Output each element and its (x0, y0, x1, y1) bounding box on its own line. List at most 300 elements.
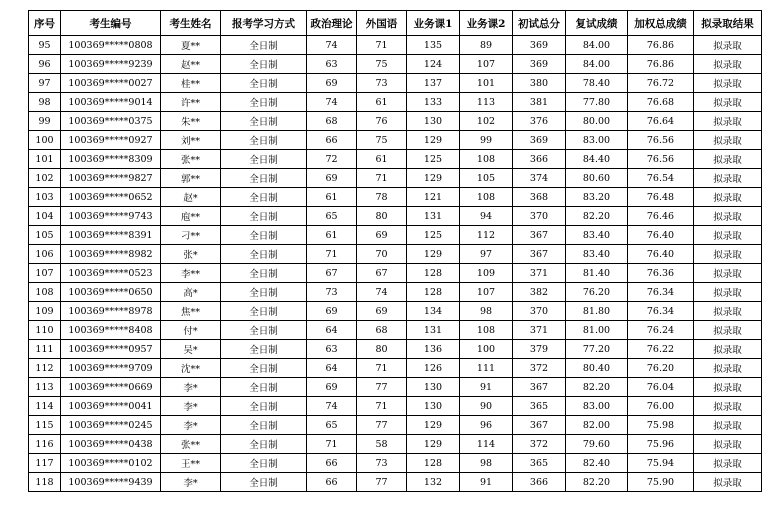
table-body (29, 36, 762, 492)
table-row (29, 359, 762, 378)
politics-score-cell: 66 (307, 131, 357, 150)
study-mode-cell: 全日制 (221, 93, 307, 112)
foreign-language-score-cell: 77 (357, 473, 407, 492)
foreign-language-score-cell: 71 (357, 359, 407, 378)
study-mode-cell: 全日制 (221, 264, 307, 283)
header-cell-candidate-id: 考生编号 (61, 11, 161, 36)
study-mode-cell: 全日制 (221, 302, 307, 321)
table-row (29, 454, 762, 473)
politics-score-cell: 71 (307, 245, 357, 264)
candidate-id-cell: 100369*****8982 (61, 245, 161, 264)
candidate-name-cell: 赵* (161, 188, 221, 207)
subject-2-score-cell: 94 (460, 207, 513, 226)
subject-1-score-cell: 128 (407, 283, 460, 302)
candidate-id-cell: 100369*****8391 (61, 226, 161, 245)
subject-1-score-cell: 129 (407, 169, 460, 188)
serial-cell: 110 (29, 321, 61, 340)
retest-score-cell: 84.40 (566, 150, 628, 169)
candidate-name-cell: 张** (161, 150, 221, 169)
subject-1-score-cell: 131 (407, 321, 460, 340)
admission-result-cell: 拟录取 (694, 264, 762, 283)
foreign-language-score-cell: 70 (357, 245, 407, 264)
serial-cell: 108 (29, 283, 61, 302)
admission-result-cell: 拟录取 (694, 169, 762, 188)
foreign-language-score-cell: 74 (357, 283, 407, 302)
initial-total-cell: 380 (513, 74, 566, 93)
weighted-total-cell: 76.56 (628, 150, 694, 169)
retest-score-cell: 83.40 (566, 226, 628, 245)
retest-score-cell: 77.80 (566, 93, 628, 112)
initial-total-cell: 365 (513, 397, 566, 416)
admission-result-cell: 拟录取 (694, 226, 762, 245)
candidate-id-cell: 100369*****8978 (61, 302, 161, 321)
retest-score-cell: 83.20 (566, 188, 628, 207)
politics-score-cell: 66 (307, 473, 357, 492)
serial-cell: 113 (29, 378, 61, 397)
retest-score-cell: 76.20 (566, 283, 628, 302)
candidate-id-cell: 100369*****0375 (61, 112, 161, 131)
subject-1-score-cell: 128 (407, 454, 460, 473)
politics-score-cell: 63 (307, 55, 357, 74)
foreign-language-score-cell: 77 (357, 378, 407, 397)
foreign-language-score-cell: 78 (357, 188, 407, 207)
foreign-language-score-cell: 76 (357, 112, 407, 131)
politics-score-cell: 61 (307, 188, 357, 207)
initial-total-cell: 372 (513, 359, 566, 378)
subject-1-score-cell: 124 (407, 55, 460, 74)
initial-total-cell: 379 (513, 340, 566, 359)
weighted-total-cell: 76.24 (628, 321, 694, 340)
study-mode-cell: 全日制 (221, 55, 307, 74)
study-mode-cell: 全日制 (221, 207, 307, 226)
candidate-id-cell: 100369*****9743 (61, 207, 161, 226)
subject-2-score-cell: 98 (460, 454, 513, 473)
subject-2-score-cell: 97 (460, 245, 513, 264)
admission-result-cell: 拟录取 (694, 74, 762, 93)
retest-score-cell: 81.80 (566, 302, 628, 321)
header-cell-serial: 序号 (29, 11, 61, 36)
subject-2-score-cell: 100 (460, 340, 513, 359)
table-row (29, 112, 762, 131)
admission-result-cell: 拟录取 (694, 283, 762, 302)
candidate-id-cell: 100369*****0438 (61, 435, 161, 454)
retest-score-cell: 82.20 (566, 473, 628, 492)
header-row (29, 11, 762, 36)
foreign-language-score-cell: 75 (357, 131, 407, 150)
candidate-name-cell: 李* (161, 473, 221, 492)
politics-score-cell: 65 (307, 416, 357, 435)
subject-2-score-cell: 101 (460, 74, 513, 93)
foreign-language-score-cell: 80 (357, 207, 407, 226)
candidate-id-cell: 100369*****0927 (61, 131, 161, 150)
subject-1-score-cell: 129 (407, 435, 460, 454)
admission-result-cell: 拟录取 (694, 302, 762, 321)
candidate-name-cell: 刁** (161, 226, 221, 245)
foreign-language-score-cell: 80 (357, 340, 407, 359)
initial-total-cell: 371 (513, 321, 566, 340)
initial-total-cell: 374 (513, 169, 566, 188)
table-row (29, 207, 762, 226)
admission-result-cell: 拟录取 (694, 359, 762, 378)
subject-2-score-cell: 107 (460, 55, 513, 74)
serial-cell: 107 (29, 264, 61, 283)
table-row (29, 473, 762, 492)
admission-results-table (28, 10, 762, 492)
weighted-total-cell: 75.94 (628, 454, 694, 473)
foreign-language-score-cell: 61 (357, 150, 407, 169)
table-row (29, 169, 762, 188)
candidate-name-cell: 李** (161, 264, 221, 283)
weighted-total-cell: 76.34 (628, 283, 694, 302)
initial-total-cell: 367 (513, 226, 566, 245)
candidate-name-cell: 许** (161, 93, 221, 112)
admission-result-cell: 拟录取 (694, 378, 762, 397)
weighted-total-cell: 76.40 (628, 226, 694, 245)
header-cell-subject-2: 业务课2 (460, 11, 513, 36)
candidate-name-cell: 沈** (161, 359, 221, 378)
initial-total-cell: 371 (513, 264, 566, 283)
candidate-id-cell: 100369*****0027 (61, 74, 161, 93)
initial-total-cell: 367 (513, 245, 566, 264)
table-row (29, 74, 762, 93)
table-row (29, 416, 762, 435)
initial-total-cell: 365 (513, 454, 566, 473)
admission-result-cell: 拟录取 (694, 112, 762, 131)
admission-result-cell: 拟录取 (694, 416, 762, 435)
table-row (29, 435, 762, 454)
politics-score-cell: 71 (307, 435, 357, 454)
weighted-total-cell: 76.68 (628, 93, 694, 112)
subject-1-score-cell: 125 (407, 150, 460, 169)
study-mode-cell: 全日制 (221, 321, 307, 340)
subject-2-score-cell: 109 (460, 264, 513, 283)
weighted-total-cell: 76.56 (628, 131, 694, 150)
admission-result-cell: 拟录取 (694, 55, 762, 74)
study-mode-cell: 全日制 (221, 397, 307, 416)
weighted-total-cell: 76.36 (628, 264, 694, 283)
study-mode-cell: 全日制 (221, 245, 307, 264)
retest-score-cell: 83.00 (566, 397, 628, 416)
subject-1-score-cell: 131 (407, 207, 460, 226)
weighted-total-cell: 76.72 (628, 74, 694, 93)
admission-table-container (28, 10, 761, 492)
retest-score-cell: 77.20 (566, 340, 628, 359)
weighted-total-cell: 75.90 (628, 473, 694, 492)
subject-2-score-cell: 102 (460, 112, 513, 131)
subject-1-score-cell: 128 (407, 264, 460, 283)
retest-score-cell: 82.40 (566, 454, 628, 473)
table-row (29, 226, 762, 245)
study-mode-cell: 全日制 (221, 340, 307, 359)
subject-1-score-cell: 134 (407, 302, 460, 321)
foreign-language-score-cell: 61 (357, 93, 407, 112)
candidate-id-cell: 100369*****0245 (61, 416, 161, 435)
study-mode-cell: 全日制 (221, 283, 307, 302)
candidate-id-cell: 100369*****0102 (61, 454, 161, 473)
table-row (29, 302, 762, 321)
candidate-id-cell: 100369*****9239 (61, 55, 161, 74)
candidate-name-cell: 庖** (161, 207, 221, 226)
subject-1-score-cell: 130 (407, 378, 460, 397)
serial-cell: 96 (29, 55, 61, 74)
subject-2-score-cell: 91 (460, 473, 513, 492)
subject-2-score-cell: 96 (460, 416, 513, 435)
candidate-name-cell: 李* (161, 397, 221, 416)
candidate-name-cell: 付* (161, 321, 221, 340)
serial-cell: 114 (29, 397, 61, 416)
header-cell-candidate-name: 考生姓名 (161, 11, 221, 36)
serial-cell: 100 (29, 131, 61, 150)
serial-cell: 111 (29, 340, 61, 359)
initial-total-cell: 369 (513, 55, 566, 74)
candidate-id-cell: 100369*****0808 (61, 36, 161, 55)
subject-2-score-cell: 91 (460, 378, 513, 397)
serial-cell: 99 (29, 112, 61, 131)
candidate-name-cell: 朱** (161, 112, 221, 131)
admission-result-cell: 拟录取 (694, 340, 762, 359)
candidate-name-cell: 王** (161, 454, 221, 473)
politics-score-cell: 68 (307, 112, 357, 131)
weighted-total-cell: 75.98 (628, 416, 694, 435)
candidate-name-cell: 张* (161, 245, 221, 264)
study-mode-cell: 全日制 (221, 226, 307, 245)
header-cell-subject-1: 业务课1 (407, 11, 460, 36)
admission-result-cell: 拟录取 (694, 150, 762, 169)
candidate-id-cell: 100369*****0650 (61, 283, 161, 302)
candidate-id-cell: 100369*****9827 (61, 169, 161, 188)
weighted-total-cell: 76.22 (628, 340, 694, 359)
politics-score-cell: 65 (307, 207, 357, 226)
retest-score-cell: 82.20 (566, 207, 628, 226)
subject-2-score-cell: 108 (460, 321, 513, 340)
serial-cell: 104 (29, 207, 61, 226)
admission-result-cell: 拟录取 (694, 36, 762, 55)
retest-score-cell: 83.00 (566, 131, 628, 150)
candidate-id-cell: 100369*****0523 (61, 264, 161, 283)
subject-1-score-cell: 126 (407, 359, 460, 378)
subject-2-score-cell: 105 (460, 169, 513, 188)
politics-score-cell: 61 (307, 226, 357, 245)
candidate-name-cell: 张** (161, 435, 221, 454)
retest-score-cell: 78.40 (566, 74, 628, 93)
politics-score-cell: 64 (307, 359, 357, 378)
study-mode-cell: 全日制 (221, 36, 307, 55)
retest-score-cell: 84.00 (566, 36, 628, 55)
foreign-language-score-cell: 68 (357, 321, 407, 340)
candidate-name-cell: 吴* (161, 340, 221, 359)
candidate-name-cell: 刘** (161, 131, 221, 150)
retest-score-cell: 84.00 (566, 55, 628, 74)
foreign-language-score-cell: 71 (357, 169, 407, 188)
candidate-id-cell: 100369*****8309 (61, 150, 161, 169)
weighted-total-cell: 76.34 (628, 302, 694, 321)
retest-score-cell: 82.20 (566, 378, 628, 397)
header-cell-admission-result: 拟录取结果 (694, 11, 762, 36)
retest-score-cell: 80.60 (566, 169, 628, 188)
foreign-language-score-cell: 67 (357, 264, 407, 283)
subject-1-score-cell: 133 (407, 93, 460, 112)
weighted-total-cell: 76.40 (628, 245, 694, 264)
candidate-name-cell: 桂** (161, 74, 221, 93)
serial-cell: 116 (29, 435, 61, 454)
serial-cell: 115 (29, 416, 61, 435)
subject-1-score-cell: 130 (407, 112, 460, 131)
retest-score-cell: 83.40 (566, 245, 628, 264)
initial-total-cell: 382 (513, 283, 566, 302)
study-mode-cell: 全日制 (221, 131, 307, 150)
subject-2-score-cell: 99 (460, 131, 513, 150)
initial-total-cell: 372 (513, 435, 566, 454)
retest-score-cell: 79.60 (566, 435, 628, 454)
retest-score-cell: 80.00 (566, 112, 628, 131)
serial-cell: 95 (29, 36, 61, 55)
weighted-total-cell: 76.48 (628, 188, 694, 207)
politics-score-cell: 74 (307, 397, 357, 416)
subject-2-score-cell: 107 (460, 283, 513, 302)
weighted-total-cell: 76.04 (628, 378, 694, 397)
subject-1-score-cell: 132 (407, 473, 460, 492)
candidate-id-cell: 100369*****9439 (61, 473, 161, 492)
serial-cell: 106 (29, 245, 61, 264)
subject-1-score-cell: 121 (407, 188, 460, 207)
subject-2-score-cell: 113 (460, 93, 513, 112)
admission-result-cell: 拟录取 (694, 245, 762, 264)
retest-score-cell: 81.40 (566, 264, 628, 283)
weighted-total-cell: 75.96 (628, 435, 694, 454)
study-mode-cell: 全日制 (221, 150, 307, 169)
candidate-id-cell: 100369*****0957 (61, 340, 161, 359)
subject-1-score-cell: 125 (407, 226, 460, 245)
foreign-language-score-cell: 77 (357, 416, 407, 435)
weighted-total-cell: 76.00 (628, 397, 694, 416)
subject-1-score-cell: 129 (407, 245, 460, 264)
subject-1-score-cell: 129 (407, 131, 460, 150)
candidate-name-cell: 李* (161, 416, 221, 435)
weighted-total-cell: 76.86 (628, 36, 694, 55)
subject-2-score-cell: 112 (460, 226, 513, 245)
politics-score-cell: 69 (307, 169, 357, 188)
initial-total-cell: 368 (513, 188, 566, 207)
admission-result-cell: 拟录取 (694, 131, 762, 150)
foreign-language-score-cell: 71 (357, 36, 407, 55)
subject-1-score-cell: 137 (407, 74, 460, 93)
politics-score-cell: 69 (307, 74, 357, 93)
subject-2-score-cell: 98 (460, 302, 513, 321)
serial-cell: 97 (29, 74, 61, 93)
study-mode-cell: 全日制 (221, 454, 307, 473)
serial-cell: 118 (29, 473, 61, 492)
politics-score-cell: 64 (307, 321, 357, 340)
study-mode-cell: 全日制 (221, 74, 307, 93)
initial-total-cell: 370 (513, 302, 566, 321)
weighted-total-cell: 76.86 (628, 55, 694, 74)
candidate-id-cell: 100369*****9709 (61, 359, 161, 378)
serial-cell: 103 (29, 188, 61, 207)
admission-result-cell: 拟录取 (694, 397, 762, 416)
header-cell-retest-score: 复试成绩 (566, 11, 628, 36)
subject-2-score-cell: 108 (460, 150, 513, 169)
table-row (29, 93, 762, 112)
serial-cell: 101 (29, 150, 61, 169)
initial-total-cell: 366 (513, 150, 566, 169)
serial-cell: 98 (29, 93, 61, 112)
admission-result-cell: 拟录取 (694, 473, 762, 492)
politics-score-cell: 69 (307, 302, 357, 321)
study-mode-cell: 全日制 (221, 112, 307, 131)
initial-total-cell: 369 (513, 131, 566, 150)
politics-score-cell: 72 (307, 150, 357, 169)
foreign-language-score-cell: 75 (357, 55, 407, 74)
foreign-language-score-cell: 71 (357, 397, 407, 416)
subject-1-score-cell: 135 (407, 36, 460, 55)
initial-total-cell: 376 (513, 112, 566, 131)
subject-2-score-cell: 90 (460, 397, 513, 416)
weighted-total-cell: 76.46 (628, 207, 694, 226)
candidate-name-cell: 李* (161, 378, 221, 397)
serial-cell: 117 (29, 454, 61, 473)
table-row (29, 283, 762, 302)
serial-cell: 112 (29, 359, 61, 378)
header-cell-foreign-language: 外国语 (357, 11, 407, 36)
table-row (29, 131, 762, 150)
subject-2-score-cell: 89 (460, 36, 513, 55)
header-cell-study-mode: 报考学习方式 (221, 11, 307, 36)
candidate-name-cell: 赵** (161, 55, 221, 74)
initial-total-cell: 366 (513, 473, 566, 492)
table-row (29, 188, 762, 207)
candidate-id-cell: 100369*****0652 (61, 188, 161, 207)
foreign-language-score-cell: 69 (357, 226, 407, 245)
subject-1-score-cell: 130 (407, 397, 460, 416)
table-row (29, 397, 762, 416)
subject-1-score-cell: 136 (407, 340, 460, 359)
initial-total-cell: 367 (513, 416, 566, 435)
candidate-id-cell: 100369*****0041 (61, 397, 161, 416)
admission-result-cell: 拟录取 (694, 93, 762, 112)
admission-result-cell: 拟录取 (694, 188, 762, 207)
table-row (29, 245, 762, 264)
admission-result-cell: 拟录取 (694, 207, 762, 226)
table-row (29, 264, 762, 283)
politics-score-cell: 74 (307, 93, 357, 112)
study-mode-cell: 全日制 (221, 473, 307, 492)
table-row (29, 36, 762, 55)
politics-score-cell: 74 (307, 36, 357, 55)
candidate-id-cell: 100369*****0669 (61, 378, 161, 397)
candidate-name-cell: 郭** (161, 169, 221, 188)
foreign-language-score-cell: 58 (357, 435, 407, 454)
admission-result-cell: 拟录取 (694, 321, 762, 340)
serial-cell: 105 (29, 226, 61, 245)
admission-result-cell: 拟录取 (694, 454, 762, 473)
study-mode-cell: 全日制 (221, 435, 307, 454)
foreign-language-score-cell: 73 (357, 74, 407, 93)
retest-score-cell: 80.40 (566, 359, 628, 378)
weighted-total-cell: 76.64 (628, 112, 694, 131)
header-cell-weighted-total: 加权总成绩 (628, 11, 694, 36)
politics-score-cell: 66 (307, 454, 357, 473)
initial-total-cell: 381 (513, 93, 566, 112)
serial-cell: 109 (29, 302, 61, 321)
study-mode-cell: 全日制 (221, 416, 307, 435)
politics-score-cell: 63 (307, 340, 357, 359)
study-mode-cell: 全日制 (221, 169, 307, 188)
retest-score-cell: 82.00 (566, 416, 628, 435)
table-row (29, 150, 762, 169)
study-mode-cell: 全日制 (221, 188, 307, 207)
candidate-name-cell: 焦** (161, 302, 221, 321)
politics-score-cell: 67 (307, 264, 357, 283)
